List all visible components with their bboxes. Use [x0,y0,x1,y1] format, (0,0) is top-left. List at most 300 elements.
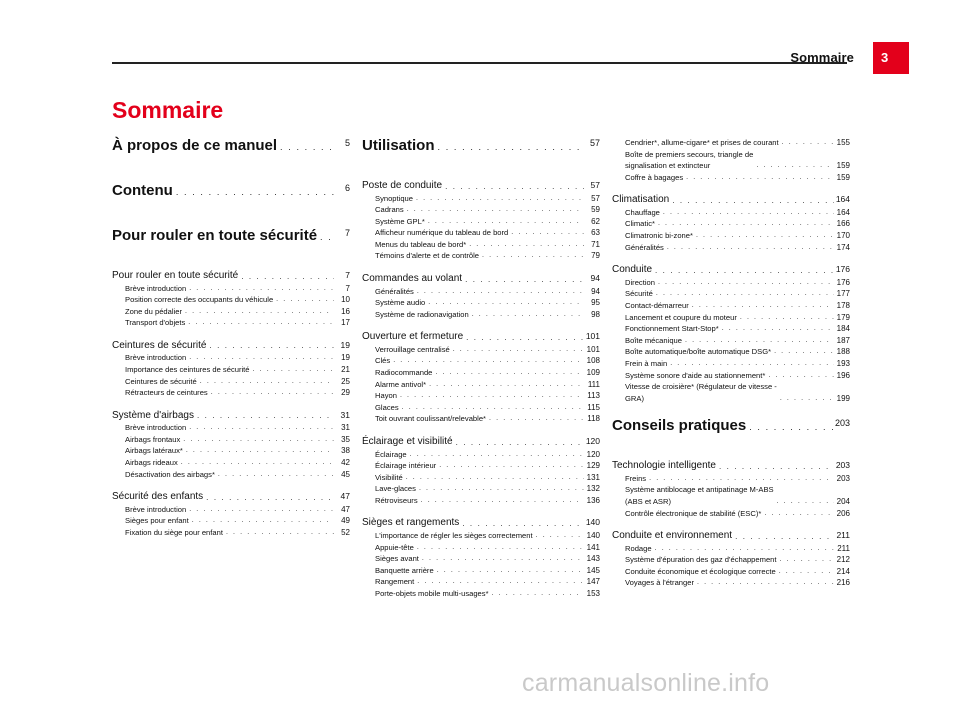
toc-section-heading[interactable] [112,409,350,423]
dot-leader [719,461,834,473]
toc-entry-page: 63 [591,228,600,238]
toc-entry-title: Éclairage intérieur [375,461,437,471]
toc-section [612,193,850,253]
toc-entry[interactable] [112,352,350,364]
toc-entry-page: 212 [836,555,850,565]
toc-entry-title: Direction [625,277,655,287]
dot-leader [185,306,334,318]
toc-section-heading-page: 176 [835,264,850,275]
dot-leader [672,195,834,207]
toc-entry-title: Frein à main [625,358,668,368]
toc-column-2 [362,134,600,610]
dot-leader [670,358,834,370]
toc-entry-title: Zone du pédalier [125,306,182,316]
dot-leader [536,530,584,542]
toc-entry-title: Brève introduction [125,283,187,293]
dot-leader [472,309,584,321]
toc-entry-page: 19 [341,353,350,363]
toc-entry[interactable] [362,286,600,298]
toc-entry[interactable] [362,542,600,554]
dot-leader [722,323,834,335]
toc-chapter-title: Utilisation [362,137,435,154]
toc-entry-page: 45 [341,469,350,479]
toc-entry-title: Système de radionavigation [375,309,469,319]
dot-leader [197,410,334,422]
toc-entry-title: Rétroviseurs [375,495,418,505]
toc-section-heading-page: 19 [340,339,350,350]
toc-entry-title: Synoptique [375,193,413,203]
toc-entry[interactable] [362,297,600,309]
toc-entry[interactable] [612,218,850,230]
toc-entry[interactable] [612,172,850,184]
toc-section [112,339,350,399]
toc-entry[interactable] [612,370,850,382]
toc-chapter-page: 5 [344,138,350,148]
toc-entry-page: 174 [836,242,850,252]
toc-entry-title: Rangement [375,577,415,587]
toc-entry-page: 79 [591,251,600,261]
toc-entry-page: 59 [591,205,600,215]
toc-entry-page: 155 [836,138,850,147]
toc-entry-page: 35 [341,434,350,444]
toc-entry-title: Transport d'objets [125,318,186,328]
toc-entry-title: Éclairage [375,449,407,459]
toc-entry-page: 21 [341,364,350,374]
toc-section-heading[interactable] [612,529,850,543]
toc-entry[interactable] [112,364,350,376]
toc-entry-title: Appuie-tête [375,542,414,552]
toc-entry-page: 184 [836,324,850,334]
toc-section-heading-title: Sièges et rangements [362,517,460,529]
dot-leader [200,376,334,388]
toc-entry-page: 136 [586,495,600,505]
toc-entry[interactable] [362,530,600,542]
toc-section [612,459,850,519]
toc-chapter-page: 6 [344,183,350,193]
dot-leader [655,265,834,277]
toc-section [362,435,600,506]
toc-entry-title: Visibilité [375,472,403,482]
toc-section-heading[interactable] [362,516,600,530]
toc-section-heading-title: Commandes au volant [362,273,463,285]
dot-leader [780,554,835,566]
toc-entry-page: 118 [587,414,600,424]
toc-entry-page: 38 [341,446,350,456]
toc-entry-page: 159 [836,161,850,171]
toc-chapter[interactable] [112,179,350,200]
toc-entry-page: 176 [836,277,850,287]
dot-leader [469,239,584,251]
toc-entry-page: 177 [836,289,850,299]
toc-entry-page: 131 [586,472,600,482]
toc-entry-page: 145 [586,565,600,575]
toc-section-heading[interactable] [612,263,850,277]
toc-entry[interactable] [362,565,600,577]
toc-entry[interactable] [112,469,350,481]
dot-leader [417,286,584,298]
toc-entry-page: 196 [836,370,850,380]
toc-entry-title: Importance des ceintures de sécurité [125,364,250,374]
toc-entry-page: 143 [586,554,600,564]
dot-leader [692,300,834,312]
toc-entry-title: Désactivation des airbags* [125,469,215,479]
toc-entry[interactable] [112,457,350,469]
toc-entry-page: 120 [586,449,600,459]
toc-entry[interactable] [612,543,850,555]
dot-leader [686,172,834,184]
toc-entry-title: Témoins d'alerte et de contrôle [375,251,480,261]
dot-leader [421,495,584,507]
toc-entry-page: 62 [591,216,600,226]
toc-entry[interactable] [612,335,850,347]
toc-entry-page: 7 [345,283,350,293]
dot-leader [402,402,584,414]
toc-entry-title: Contrôle électronique de stabilité (ESC)* [625,508,762,518]
toc-entry[interactable] [612,381,850,404]
toc-entry-page: 29 [341,388,350,398]
dot-leader [406,472,584,484]
dot-leader [749,421,833,433]
page-number-tab: 3 [873,42,909,74]
toc-entry[interactable] [612,242,850,254]
toc-section-heading[interactable] [112,490,350,504]
dot-leader [417,542,584,554]
toc-chapter[interactable] [612,414,850,435]
toc-entry-title: Sièges avant [375,554,419,564]
toc-entry[interactable] [112,387,350,399]
dot-leader [428,216,584,228]
dot-leader [183,434,334,446]
toc-entry[interactable] [362,576,600,588]
toc-entry[interactable] [612,288,850,300]
toc-entry[interactable] [362,239,600,251]
toc-entry[interactable] [362,204,600,216]
toc-entry-title: Sièges pour enfant [125,516,189,526]
toc-section [112,409,350,480]
toc-entry[interactable] [612,473,850,485]
dot-leader [658,277,834,289]
toc-section-heading[interactable] [112,339,350,353]
dot-leader [777,496,834,508]
toc-entry-title: Boîte de premiers secours, triangle de signalisation et extincteur [625,149,754,171]
toc-section-heading[interactable] [362,179,600,193]
toc-section-heading[interactable] [362,272,600,286]
toc-section-heading-title: Conduite [612,264,653,276]
toc-section-heading-title: Ouverture et fermeture [362,331,464,343]
toc-entry-page: 153 [586,588,600,598]
toc-entry-page: 179 [836,312,850,322]
toc-entry-page: 113 [587,391,600,401]
toc-entry[interactable] [362,402,600,414]
dot-leader [511,227,584,239]
dot-leader [410,449,584,461]
dot-leader [696,230,834,242]
toc-entry[interactable] [362,449,600,461]
toc-entry[interactable] [362,309,600,321]
dot-leader [740,312,834,324]
toc-entry[interactable] [362,379,600,391]
toc-section-heading[interactable] [362,435,600,449]
toc-entry-page: 132 [586,484,600,494]
toc-entry-title: Boîte mécanique [625,335,682,345]
dot-leader [186,445,334,457]
toc-entry[interactable] [362,227,600,239]
toc-section-heading-title: Pour rouler en toute sécurité [112,270,239,281]
toc-entry-title: Clés [375,356,391,366]
toc-chapter-page: 7 [344,228,350,238]
watermark: carmanualsonline.info [522,669,770,697]
dot-leader [407,204,584,216]
dot-leader [764,508,834,520]
toc-entry[interactable] [612,137,850,149]
toc-entry-title: Contact-démarreur [625,300,689,310]
dot-leader [211,387,334,399]
toc-entry[interactable] [612,484,850,507]
toc-entry-title: Boîte automatique/boîte automatique DSG* [625,347,772,357]
dot-leader [206,492,334,504]
dot-leader [663,207,834,219]
toc-entry-title: Banquette arrière [375,565,434,575]
toc-entry[interactable] [362,390,600,402]
toc-section [612,263,850,404]
toc-entry[interactable] [112,306,350,318]
dot-leader [189,422,334,434]
dot-leader [482,250,584,262]
toc-entry[interactable] [612,230,850,242]
toc-section-heading-title: Conduite et environnement [612,530,733,542]
toc-entry-title: Rodage [625,543,652,553]
toc-entry-page: 94 [591,286,600,296]
toc-entry-title: Système audio [375,298,426,308]
toc-entry-title: Cadrans [375,205,404,215]
toc-entry-page: 216 [836,578,850,588]
toc-entry[interactable] [612,323,850,335]
toc-entry[interactable] [612,277,850,289]
toc-entry-title: Position correcte des occupants du véhicule [125,295,274,305]
toc-entry-page: 214 [836,566,850,576]
toc-entry[interactable] [362,588,600,600]
toc-entry-title: Lancement et coupure du moteur [625,312,737,322]
toc-section-heading[interactable] [612,193,850,207]
dot-leader [417,576,584,588]
toc-section-heading-page: 94 [590,273,600,284]
toc-entry[interactable] [612,300,850,312]
dot-leader [445,181,584,193]
toc-entry-page: 141 [586,542,600,552]
toc-chapter-title: À propos de ce manuel [112,137,278,154]
dot-leader [419,483,584,495]
toc-entry[interactable] [362,553,600,565]
toc-entry-title: Glaces [375,402,399,412]
toc-entry-title: Cendrier*, allume-cigare* et prises de courant [625,138,779,147]
toc-section [112,490,350,538]
toc-section-heading[interactable] [612,459,850,473]
toc-section-heading[interactable] [112,269,350,283]
toc-entry-title: Généralités [375,286,414,296]
dot-leader [466,332,584,344]
toc-entry-page: 95 [591,298,600,308]
toc-entry[interactable] [112,283,350,295]
toc-section-heading[interactable] [362,330,600,344]
dot-leader [756,160,834,172]
header-rule [112,62,847,64]
toc-entry[interactable] [112,445,350,457]
page-title: Sommaire [112,97,224,123]
toc-entry-page: 115 [587,402,600,412]
toc-entry[interactable] [362,216,600,228]
toc-section-heading-page: 211 [836,530,850,541]
toc-entry-title: Porte-objets mobile multi-usages* [375,588,489,598]
toc-section-heading-page: 101 [585,331,600,342]
toc-entry-page: 129 [586,461,600,471]
toc-chapter-page: 57 [589,138,600,148]
toc-entry[interactable] [112,504,350,516]
dot-leader [435,367,584,379]
toc-entry-title: Lave-glaces [375,484,416,494]
toc-entry[interactable] [362,355,600,367]
toc-entry[interactable] [362,367,600,379]
dot-leader [276,294,334,306]
toc-entry-title: Brève introduction [125,353,187,363]
toc-entry-title: Menus du tableau de bord* [375,239,467,249]
toc-entry[interactable] [612,577,850,589]
toc-entry-page: 42 [341,458,350,468]
toc-entry-title: L'importance de régler les sièges correctement [375,530,533,540]
toc-section-heading-title: Climatisation [612,194,670,206]
toc-entry-title: Toit ouvrant coulissant/relevable* [375,414,487,424]
dot-leader [218,469,334,481]
dot-leader [735,531,834,543]
toc-entry-page: 193 [836,358,850,368]
toc-entry[interactable] [362,472,600,484]
toc-entry[interactable] [112,317,350,329]
dot-leader [189,352,334,364]
toc-entry[interactable] [612,508,850,520]
dot-leader [393,355,584,367]
toc-column-3 [612,137,850,599]
dot-leader [189,283,334,295]
toc-entry[interactable] [112,376,350,388]
toc-section-heading-page: 47 [340,491,350,502]
toc-entry-title: Airbags frontaux [125,434,181,444]
toc-chapter-page: 203 [834,418,850,429]
dot-leader [429,379,584,391]
toc-entry[interactable] [362,344,600,356]
toc-entry[interactable] [112,294,350,306]
toc-entry[interactable] [362,483,600,495]
toc-entry[interactable] [612,346,850,358]
toc-entry-title: Fixation du siège pour enfant [125,527,223,537]
toc-chapter[interactable] [112,224,350,245]
toc-entry[interactable] [362,193,600,205]
dot-leader [655,543,834,555]
toc-entry[interactable] [362,413,600,425]
dot-leader [649,473,834,485]
toc-section-heading-title: Sécurité des enfants [112,491,204,503]
toc-entry[interactable] [112,422,350,434]
dot-leader [456,437,584,449]
toc-entry-title: Verrouillage centralisé [375,344,450,354]
dot-leader [400,390,584,402]
toc-entry-page: 170 [836,231,850,241]
toc-section-heading-page: 164 [835,194,850,205]
toc-entry-title: Climatronic bi-zone* [625,231,693,241]
toc-entry[interactable] [612,207,850,219]
toc-section-heading-title: Système d'airbags [112,409,194,421]
toc-entry-title: Généralités [625,242,664,252]
dot-leader [439,460,584,472]
toc-entry-title: Radiocommande [375,368,433,378]
dot-leader [658,218,834,230]
toc-section [612,137,850,183]
toc-entry-title: Brève introduction [125,504,187,514]
toc-entry-title: Système sonore d'aide au stationnement* [625,370,766,380]
toc-section [362,179,600,262]
dot-leader [320,231,334,243]
toc-entry[interactable] [612,554,850,566]
toc-entry-page: 57 [591,193,600,203]
toc-entry-page: 206 [836,508,850,518]
toc-chapter[interactable] [362,134,600,155]
toc-entry-title: Fonctionnement Start-Stop* [625,324,719,334]
dot-leader [465,274,584,286]
dot-leader [462,518,584,530]
toc-entry-page: 204 [836,496,850,506]
toc-entry[interactable] [112,527,350,539]
toc-entry[interactable] [362,250,600,262]
toc-entry[interactable] [612,149,850,172]
toc-entry[interactable] [112,515,350,527]
toc-entry-title: Airbags latéraux* [125,446,183,456]
dot-leader [226,527,334,539]
toc-entry-title: Vitesse de croisière* (Régulateur de vitesse - GRA) [625,382,777,403]
toc-entry-page: 159 [836,172,850,182]
dot-leader [241,271,334,283]
toc-section [362,272,600,320]
toc-entry[interactable] [362,495,600,507]
toc-entry-page: 16 [341,306,350,316]
toc-entry-title: Système d'épuration des gaz d'échappement [625,555,777,565]
dot-leader [779,566,834,578]
running-title: Sommaire [790,50,854,65]
toc-chapter[interactable] [112,134,350,155]
dot-leader [416,193,584,205]
toc-section-heading-page: 140 [585,517,600,528]
toc-entry[interactable] [612,358,850,370]
toc-entry-page: 166 [836,219,850,229]
toc-chapter-title: Pour rouler en toute sécurité [112,227,318,244]
toc-entry[interactable] [112,434,350,446]
toc-entry[interactable] [362,460,600,472]
toc-entry-page: 211 [837,543,850,553]
toc-section [612,529,850,589]
dot-leader [492,588,584,600]
toc-entry[interactable] [612,566,850,578]
toc-entry-page: 49 [341,516,350,526]
toc-chapter-title: Contenu [112,182,173,199]
toc-entry-title: Brève introduction [125,423,187,433]
toc-entry-title: Voyages à l'étranger [625,578,694,588]
toc-section-heading-page: 7 [345,270,350,280]
dot-leader [210,340,335,352]
toc-chapter-title: Conseils pratiques [612,417,747,435]
dot-leader [188,317,334,329]
dot-leader [780,393,834,405]
dot-leader [181,457,334,469]
dot-leader [192,515,334,527]
toc-entry[interactable] [612,312,850,324]
toc-entry-page: 199 [836,393,850,403]
